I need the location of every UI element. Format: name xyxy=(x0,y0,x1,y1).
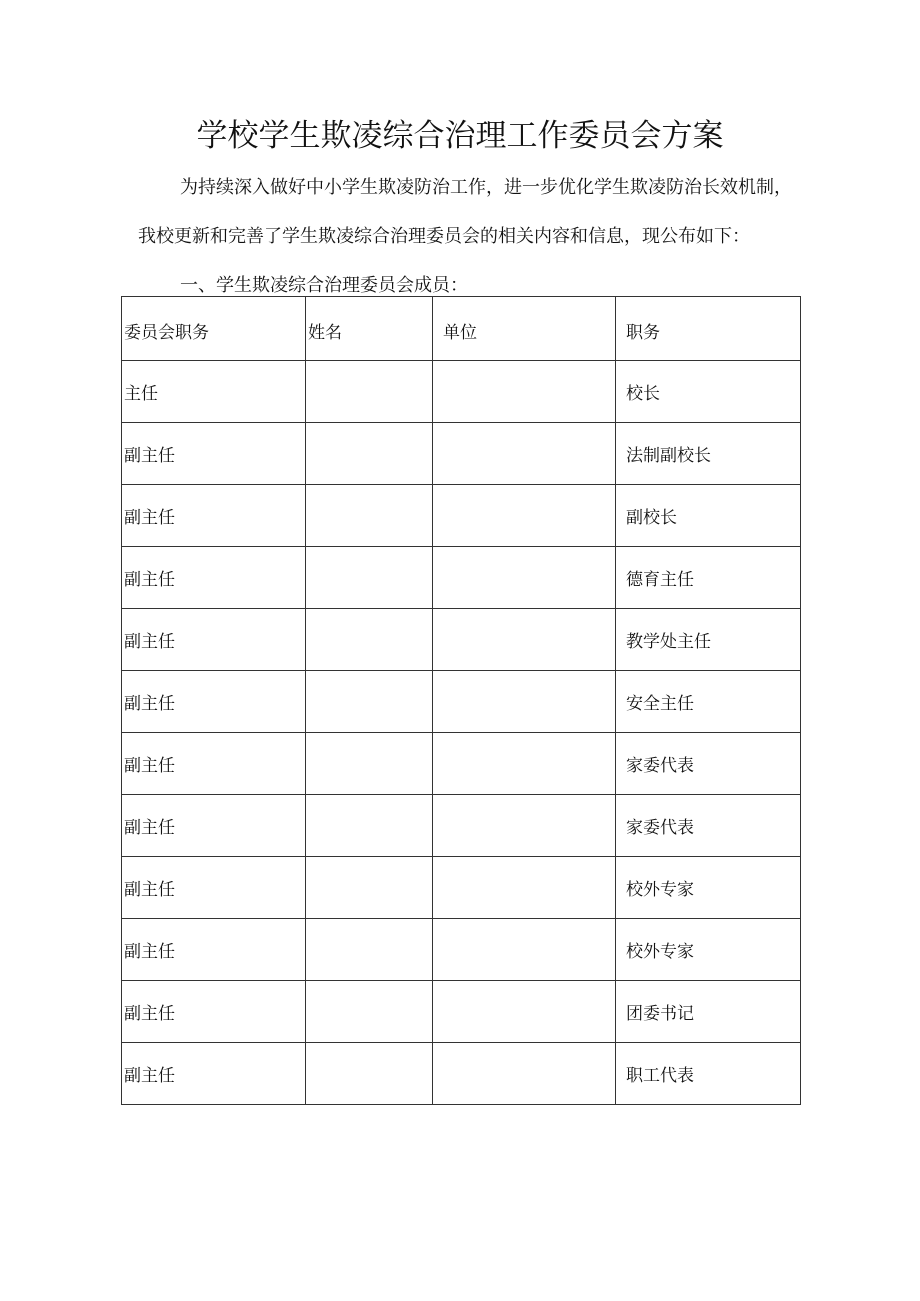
cell-committee-role: 副主任 xyxy=(122,671,306,733)
cell-name xyxy=(306,547,433,609)
cell-position: 法制副校长 xyxy=(616,423,801,485)
cell-committee-role: 副主任 xyxy=(122,857,306,919)
table-row xyxy=(122,671,801,733)
table-row xyxy=(122,857,801,919)
cell-unit xyxy=(433,733,616,795)
header-name: 姓名 xyxy=(306,297,433,361)
cell-unit xyxy=(433,485,616,547)
table-header-row xyxy=(122,297,801,361)
table-row xyxy=(122,795,801,857)
cell-unit xyxy=(433,919,616,981)
cell-position: 安全主任 xyxy=(616,671,801,733)
cell-position: 校外专家 xyxy=(616,919,801,981)
table-row xyxy=(122,919,801,981)
cell-name xyxy=(306,671,433,733)
cell-committee-role: 副主任 xyxy=(122,609,306,671)
cell-position: 校外专家 xyxy=(616,857,801,919)
cell-committee-role: 副主任 xyxy=(122,733,306,795)
cell-committee-role: 副主任 xyxy=(122,423,306,485)
cell-unit xyxy=(433,671,616,733)
cell-unit xyxy=(433,1043,616,1105)
cell-position: 校长 xyxy=(616,361,801,423)
table-row xyxy=(122,981,801,1043)
cell-position: 德育主任 xyxy=(616,547,801,609)
section-heading-members: 一、学生欺凌综合治理委员会成员： xyxy=(180,275,468,296)
cell-position: 副校长 xyxy=(616,485,801,547)
cell-unit xyxy=(433,361,616,423)
cell-position: 家委代表 xyxy=(616,733,801,795)
cell-name xyxy=(306,485,433,547)
header-unit: 单位 xyxy=(433,297,616,361)
cell-name xyxy=(306,361,433,423)
cell-name xyxy=(306,919,433,981)
table-row xyxy=(122,423,801,485)
cell-unit xyxy=(433,423,616,485)
cell-name xyxy=(306,733,433,795)
cell-unit xyxy=(433,981,616,1043)
cell-committee-role: 副主任 xyxy=(122,981,306,1043)
cell-position: 职工代表 xyxy=(616,1043,801,1105)
cell-name xyxy=(306,857,433,919)
document-title: 学校学生欺凌综合治理工作委员会方案 xyxy=(196,118,724,154)
cell-committee-role: 副主任 xyxy=(122,1043,306,1105)
header-committee-role: 委员会职务 xyxy=(122,297,306,361)
intro-paragraph-line-2: 我校更新和完善了学生欺凌综合治理委员会的相关内容和信息，现公布如下： xyxy=(138,226,750,247)
cell-committee-role: 副主任 xyxy=(122,795,306,857)
cell-name xyxy=(306,981,433,1043)
cell-unit xyxy=(433,547,616,609)
cell-position: 团委书记 xyxy=(616,981,801,1043)
cell-unit xyxy=(433,857,616,919)
cell-name xyxy=(306,1043,433,1105)
cell-position: 教学处主任 xyxy=(616,609,801,671)
intro-paragraph-line-1: 为持续深入做好中小学生欺凌防治工作，进一步优化学生欺凌防治长效机制， xyxy=(180,177,792,198)
committee-members-table xyxy=(121,296,801,1105)
table-row xyxy=(122,733,801,795)
cell-unit xyxy=(433,609,616,671)
table-row xyxy=(122,485,801,547)
cell-unit xyxy=(433,795,616,857)
table-row xyxy=(122,547,801,609)
cell-committee-role: 副主任 xyxy=(122,485,306,547)
table-row xyxy=(122,609,801,671)
table-row xyxy=(122,361,801,423)
cell-committee-role: 副主任 xyxy=(122,547,306,609)
cell-committee-role: 副主任 xyxy=(122,919,306,981)
table-row xyxy=(122,1043,801,1105)
cell-name xyxy=(306,795,433,857)
cell-name xyxy=(306,423,433,485)
cell-committee-role: 主任 xyxy=(122,361,306,423)
cell-position: 家委代表 xyxy=(616,795,801,857)
header-position: 职务 xyxy=(616,297,801,361)
cell-name xyxy=(306,609,433,671)
